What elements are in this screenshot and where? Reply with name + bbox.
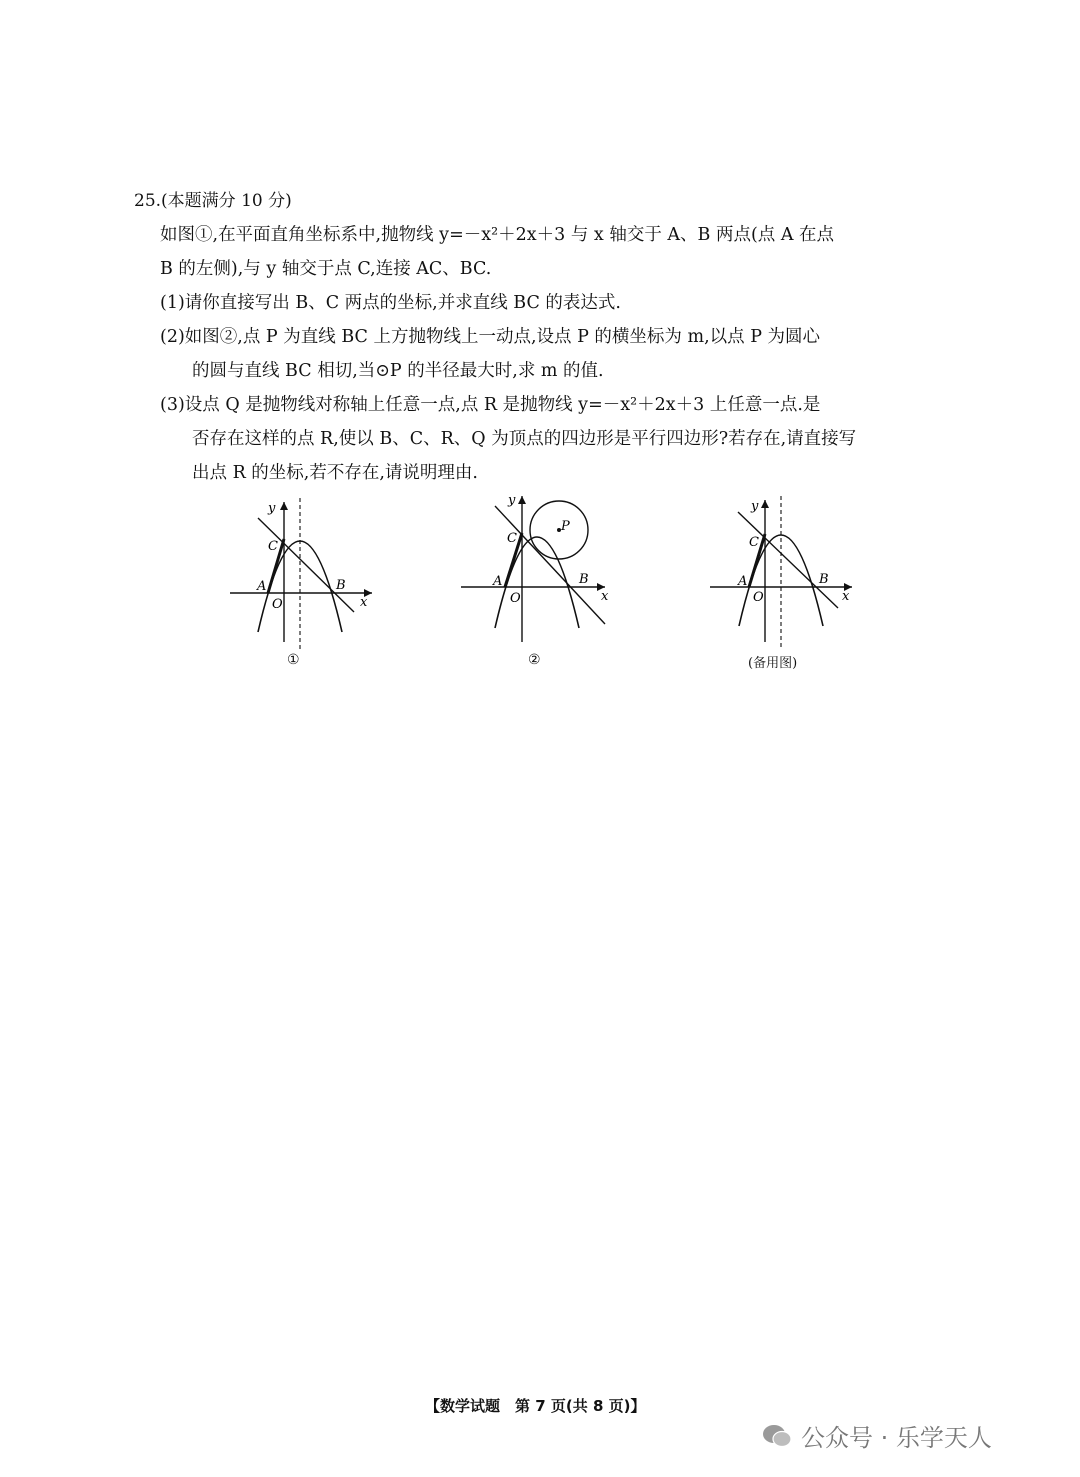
label-o: O — [272, 597, 283, 612]
figure-3-diagram — [702, 490, 862, 650]
figure-1-caption: ① — [287, 652, 300, 668]
part-3-line-2: 否存在这样的点 R,使以 B、C、R、Q 为顶点的四边形是平行四边形?若存在,请直接写 — [192, 429, 857, 449]
label-o: O — [510, 591, 521, 606]
label-b: B — [819, 572, 829, 587]
figure-3 — [702, 490, 862, 654]
y-axis-arrow — [280, 502, 288, 510]
figure-2-caption: ② — [528, 652, 541, 668]
figure-2 — [455, 490, 615, 654]
label-x: x — [601, 589, 609, 604]
label-x: x — [360, 595, 368, 610]
question-title: 25.(本题满分 10 分) — [134, 191, 292, 211]
label-p: P — [561, 519, 570, 534]
label-b: B — [336, 578, 346, 593]
page-footer: 【数学试题 第 7 页(共 8 页)】 — [425, 1397, 646, 1415]
figure-1 — [222, 490, 382, 654]
label-o: O — [753, 590, 764, 605]
part-3-line-3: 出点 R 的坐标,若不存在,请说明理由. — [192, 463, 478, 483]
label-y: y — [268, 501, 276, 516]
label-y: y — [508, 493, 516, 508]
y-axis-arrow — [518, 496, 526, 504]
part-1: (1)请你直接写出 B、C 两点的坐标,并求直线 BC 的表达式. — [160, 293, 621, 313]
intro-line-1: 如图①,在平面直角坐标系中,抛物线 y=－x²＋2x＋3 与 x 轴交于 A、B 两点(点 A 在点 — [160, 225, 835, 245]
label-a: A — [257, 579, 267, 594]
figure-2-diagram — [455, 490, 615, 650]
label-b: B — [579, 572, 589, 587]
label-a: A — [493, 574, 503, 589]
part-3-line-1: (3)设点 Q 是抛物线对称轴上任意一点,点 R 是抛物线 y=－x²＋2x＋3 上任意一点.是 — [160, 395, 821, 415]
watermark-text: 公众号 · 乐学天人 — [801, 1424, 992, 1452]
figure-3-caption: (备用图) — [748, 656, 798, 671]
label-a: A — [738, 574, 748, 589]
part-3 — [160, 388, 950, 490]
part-2-line-1: (2)如图②,点 P 为直线 BC 上方抛物线上一动点,设点 P 的横坐标为 m,以点 P 为圆心 — [160, 327, 821, 347]
label-c: C — [268, 539, 278, 554]
question-intro — [160, 218, 950, 286]
figure-1-diagram — [222, 490, 382, 650]
watermark — [765, 1418, 992, 1453]
part-2 — [160, 320, 950, 388]
intro-line-2: B 的左侧),与 y 轴交于点 C,连接 AC、BC. — [160, 259, 492, 279]
label-c: C — [507, 531, 517, 546]
label-x: x — [842, 589, 850, 604]
part-2-line-2: 的圆与直线 BC 相切,当⊙P 的半径最大时,求 m 的值. — [192, 361, 604, 381]
label-c: C — [749, 535, 759, 550]
label-y: y — [751, 499, 759, 514]
y-axis-arrow — [761, 500, 769, 508]
